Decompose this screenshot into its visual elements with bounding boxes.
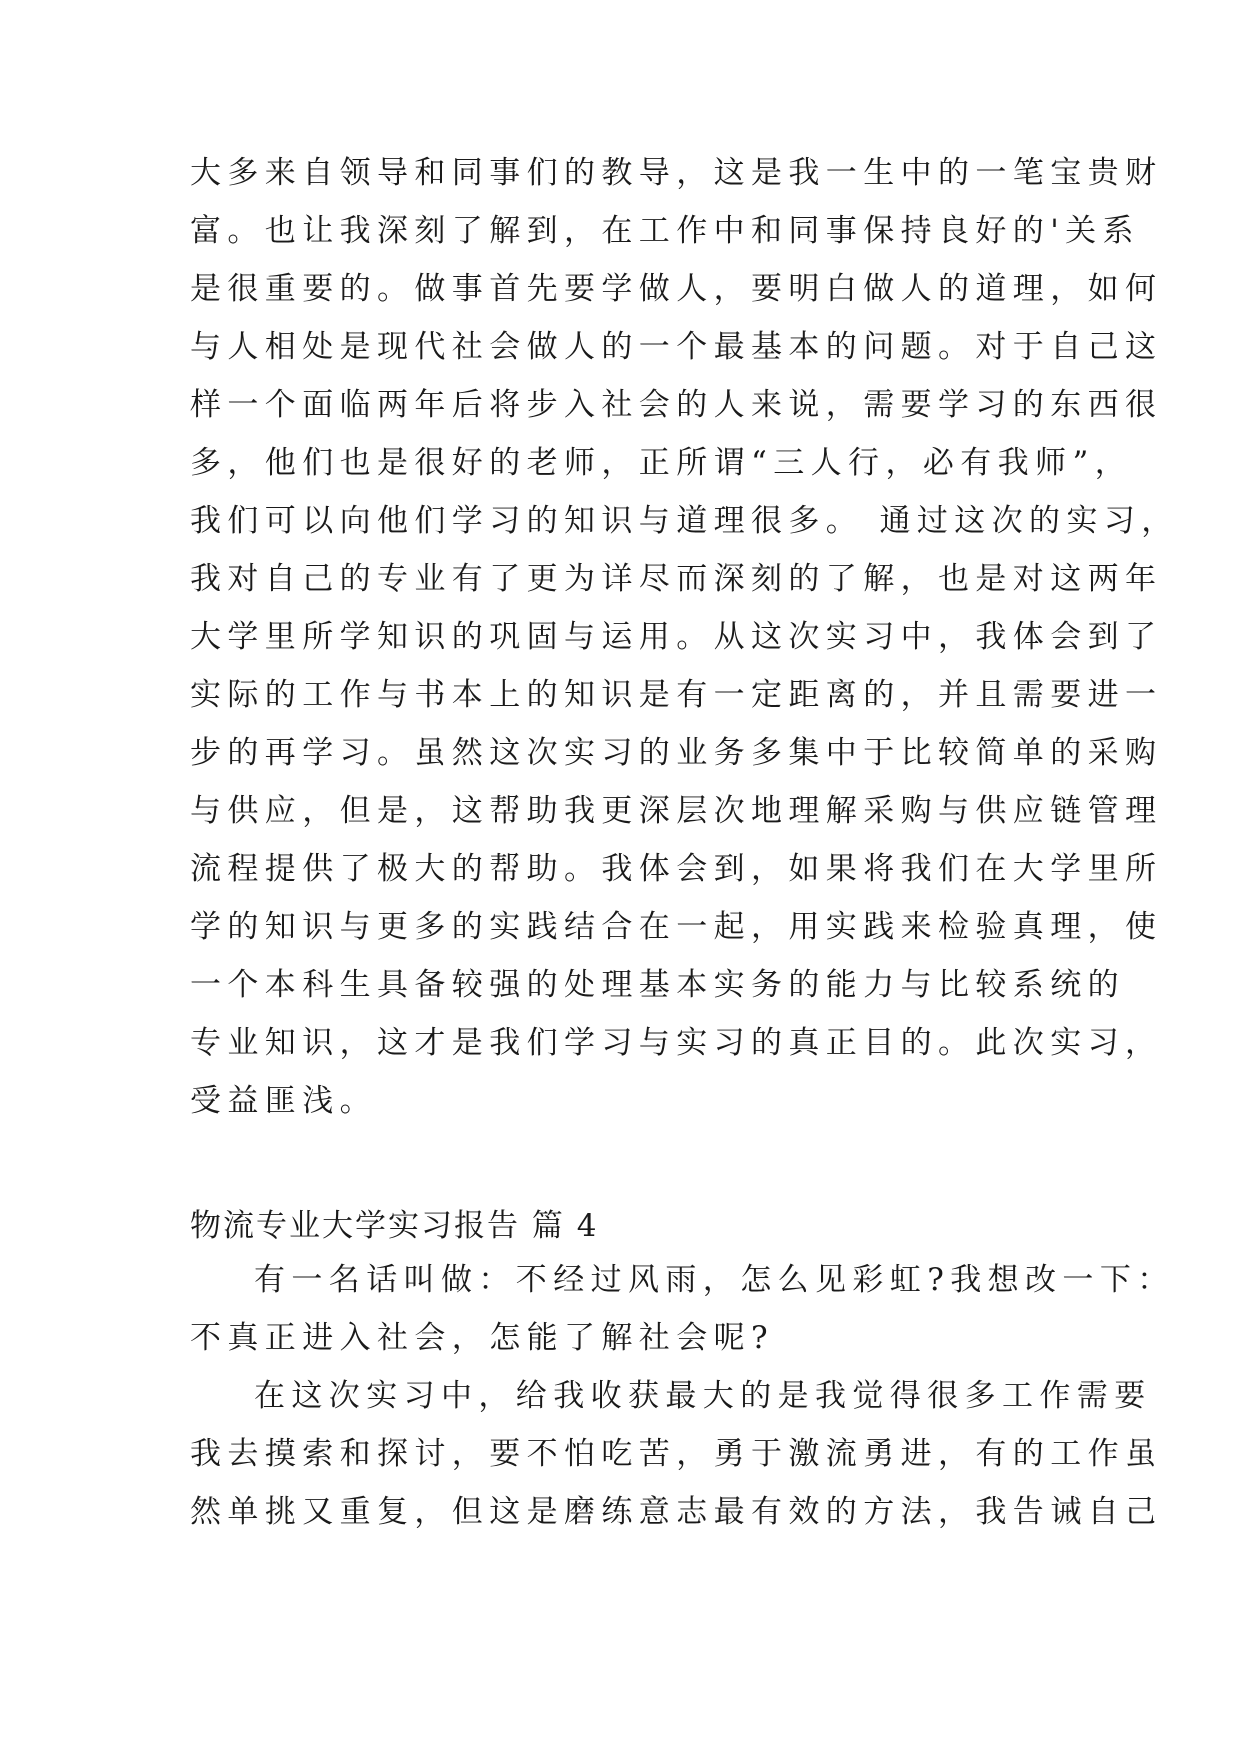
text-line: 不真正进入社会，怎能了解社会呢? xyxy=(190,1320,775,1356)
text-line: 大多来自领导和同事们的教导，这是我一生中的一笔宝贵财 xyxy=(190,155,1163,191)
text-line: 学的知识与更多的实践结合在一起，用实践来检验真理，使 xyxy=(190,909,1163,945)
text-line: 多，他们也是很好的老师，正所谓“三人行，必有我师”， xyxy=(190,445,1133,481)
text-line: 流程提供了极大的帮助。我体会到，如果将我们在大学里所 xyxy=(190,851,1163,887)
text-line: 然单挑又重复，但这是磨练意志最有效的方法，我告诫自己 xyxy=(190,1494,1163,1530)
text-line: 我去摸索和探讨，要不怕吃苦，勇于激流勇进，有的工作虽 xyxy=(190,1436,1163,1472)
text-line: 专业知识，这才是我们学习与实习的真正目的。此次实习， xyxy=(190,1025,1163,1061)
text-line: 受益匪浅。 xyxy=(190,1083,377,1119)
section-heading: 物流专业大学实习报告 篇 4 xyxy=(190,1208,599,1244)
text-line: 一个本科生具备较强的处理基本实务的能力与比较系统的 xyxy=(190,967,1125,1003)
text-line: 有一名话叫做：不经过风雨，怎么见彩虹?我想改一下： xyxy=(254,1262,1175,1298)
text-line: 实际的工作与书本上的知识是有一定距离的，并且需要进一 xyxy=(190,677,1163,713)
text-line: 我对自己的专业有了更为详尽而深刻的了解，也是对这两年 xyxy=(190,561,1163,597)
text-line: 在这次实习中，给我收获最大的是我觉得很多工作需要 xyxy=(254,1378,1152,1414)
text-line: 样一个面临两年后将步入社会的人来说，需要学习的东西很 xyxy=(190,387,1163,423)
text-line: 与供应，但是，这帮助我更深层次地理解采购与供应链管理 xyxy=(190,793,1163,829)
text-line: 与人相处是现代社会做人的一个最基本的问题。对于自己这 xyxy=(190,329,1163,365)
text-line: 步的再学习。虽然这次实习的业务多集中于比较简单的采购 xyxy=(190,735,1163,771)
text-line: 大学里所学知识的巩固与运用。从这次实习中，我体会到了 xyxy=(190,619,1163,655)
text-line: 是很重要的。做事首先要学做人，要明白做人的道理，如何 xyxy=(190,271,1163,307)
text-line: 富。也让我深刻了解到，在工作中和同事保持良好的'关系 xyxy=(190,213,1140,249)
text-line: 我们可以向他们学习的知识与道理很多。 通过这次的实习， xyxy=(190,503,1179,539)
